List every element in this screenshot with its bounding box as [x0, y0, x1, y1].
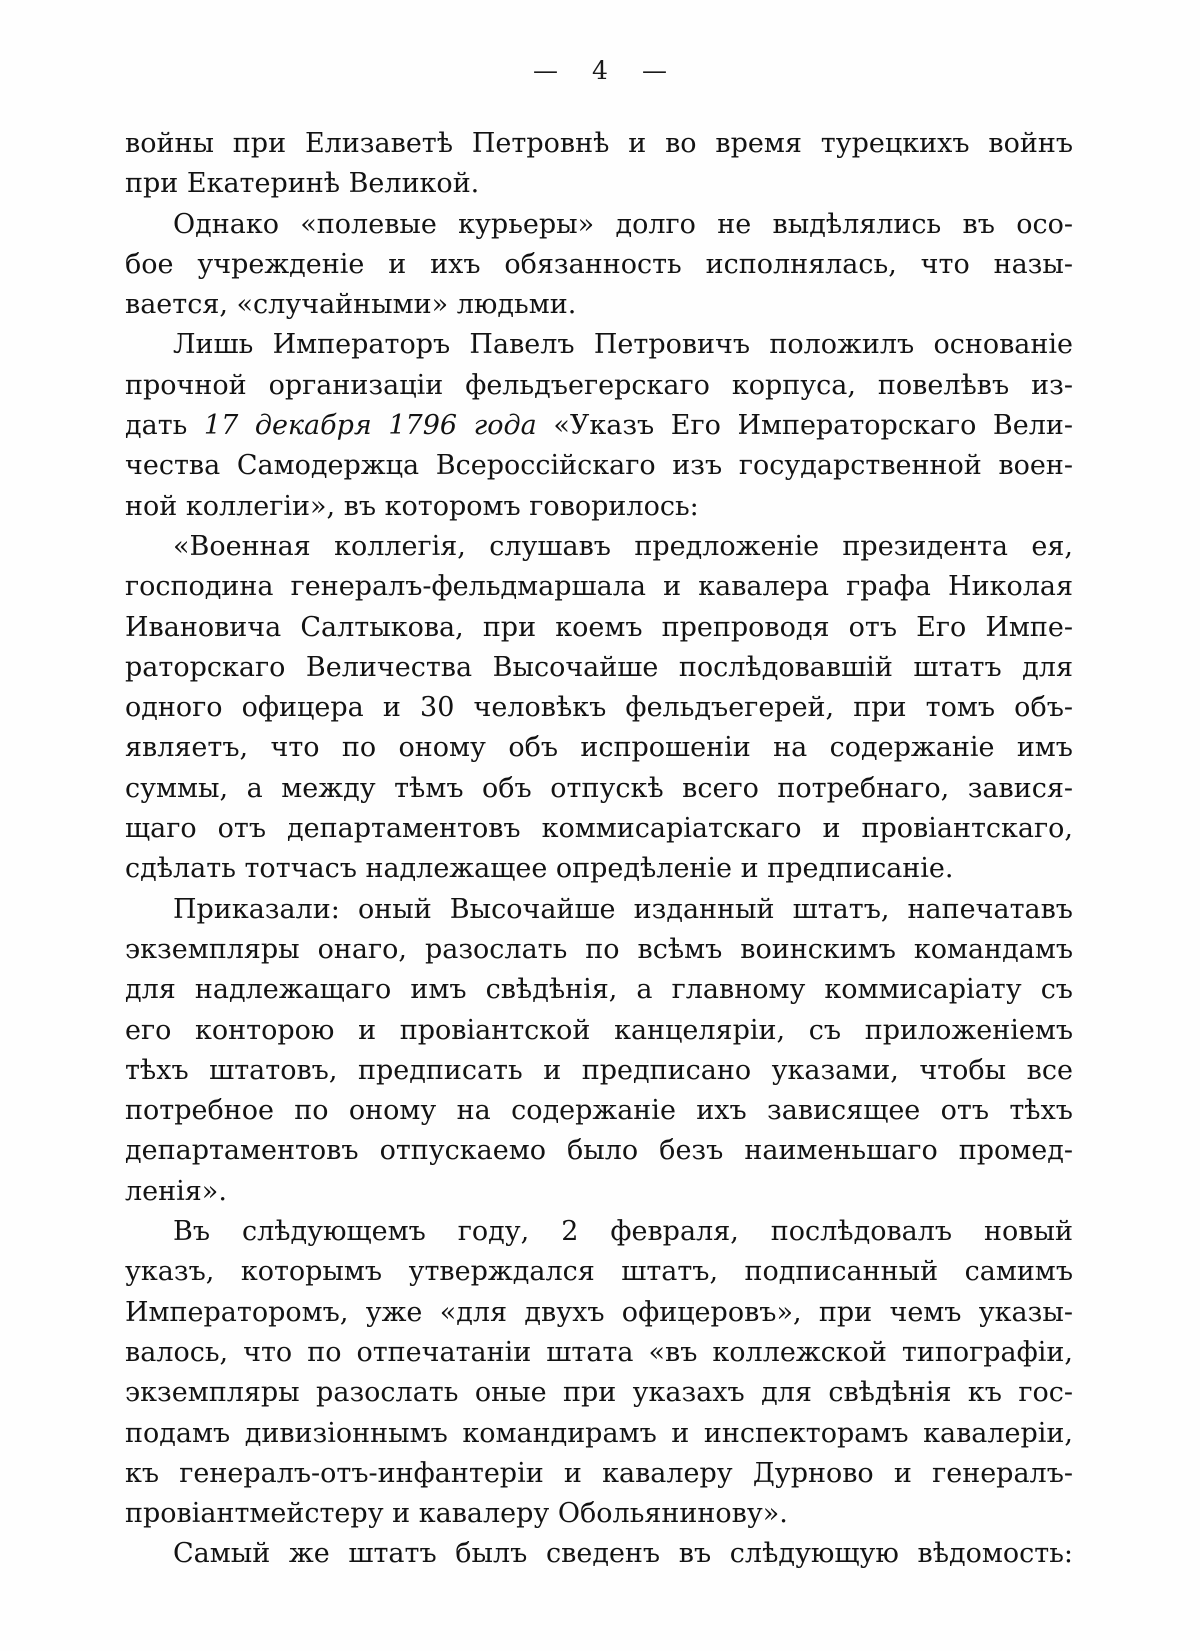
header-dash-right: —: [641, 56, 667, 85]
text-segment: экземпляры разослать оные при указахъ для свѣдѣнія къ гос-: [125, 1377, 1073, 1409]
text-line: [125, 406, 1073, 446]
text-line: [125, 769, 1073, 809]
text-line: [125, 1091, 1073, 1131]
text-line: [125, 446, 1073, 486]
text-line: [125, 728, 1073, 768]
text-segment: господина генералъ-фельдмаршала и кавалера графа Николая: [125, 571, 1073, 603]
text-line: [125, 1534, 1073, 1574]
text-segment: чества Самодержца Всероссійскаго изъ государственной воен-: [125, 450, 1073, 482]
paragraph: [125, 1534, 1073, 1574]
text-segment: провіантмейстеру и кавалеру Обольянинову».: [125, 1498, 788, 1530]
text-line: [125, 124, 1073, 164]
text-segment: сдѣлать тотчасъ надлежащее опредѣленіе и предписаніе.: [125, 853, 954, 885]
page-header: [0, 56, 1200, 85]
text-segment: ленія».: [125, 1175, 227, 1207]
text-line: [125, 648, 1073, 688]
text-segment: его конторою и провіантской канцеляріи, съ приложеніемъ: [125, 1014, 1073, 1046]
text-segment: Приказали: оный Высочайше изданный штатъ, напечатавъ: [173, 893, 1073, 925]
text-segment: щаго отъ департаментовъ коммисаріатскаго и провіантскаго,: [125, 813, 1073, 845]
text-line: [125, 608, 1073, 648]
paragraph: [125, 124, 1073, 205]
text-line: [125, 1051, 1073, 1091]
text-segment: Лишь Императоръ Павелъ Петровичъ положилъ основаніе: [173, 329, 1073, 361]
text-segment: валось, что по отпечатаніи штата «въ коллежской типографіи,: [125, 1336, 1073, 1368]
text-line: [125, 205, 1073, 245]
text-line: [125, 1212, 1073, 1252]
text-line: [125, 890, 1073, 930]
text-line: [125, 325, 1073, 365]
text-segment: прочной организаціи фельдъегерскаго корпуса, повелѣвъ из-: [125, 369, 1073, 401]
text-line: [125, 930, 1073, 970]
text-segment: къ генералъ-отъ-инфантеріи и кавалеру Дурново и генералъ-: [125, 1457, 1073, 1489]
text-segment: тѣхъ штатовъ, предписать и предписано указами, чтобы все: [125, 1054, 1073, 1086]
text-line: [125, 1011, 1073, 1051]
text-segment: «Указъ Его Императорскаго Вели-: [536, 410, 1073, 442]
text-segment: Ивановича Салтыкова, при коемъ препроводя отъ Его Импе-: [125, 611, 1073, 643]
text-segment: при Екатеринѣ Великой.: [125, 168, 480, 200]
text-segment: департаментовъ отпускаемо было безъ наименьшаго промед-: [125, 1135, 1073, 1167]
text-line: [125, 849, 1073, 889]
paragraph: [125, 325, 1073, 526]
text-segment: Въ слѣдующемъ году, 2 февраля, послѣдовалъ новый: [173, 1216, 1073, 1248]
text-line: [125, 1454, 1073, 1494]
text-line: [125, 1252, 1073, 1292]
italic-date: 17 декабря 1796 года: [203, 410, 537, 442]
text-line: [125, 1293, 1073, 1333]
text-segment: потребное по оному на содержаніе ихъ зависящее отъ тѣхъ: [125, 1095, 1073, 1127]
text-segment: «Военная коллегія, слушавъ предложеніе президента ея,: [173, 530, 1073, 562]
paragraph: [125, 1212, 1073, 1534]
text-line: [125, 1494, 1073, 1534]
text-segment: Однако «полевые курьеры» долго не выдѣлялись въ осо-: [173, 208, 1073, 240]
text-block: [125, 124, 1073, 1575]
text-segment: бое учрежденіе и ихъ обязанность исполнялась, что назы-: [125, 248, 1073, 280]
header-dash-left: —: [533, 56, 559, 85]
text-segment: подамъ дивизіоннымъ командирамъ и инспекторамъ кавалеріи,: [125, 1417, 1073, 1449]
text-segment: указъ, которымъ утверждался штатъ, подписанный самимъ: [125, 1256, 1073, 1288]
text-segment: экземпляры онаго, разослать по всѣмъ воинскимъ командамъ: [125, 933, 1073, 965]
paragraph: [125, 527, 1073, 890]
text-segment: войны при Елизаветѣ Петровнѣ и во время турецкихъ войнъ: [125, 128, 1073, 159]
text-segment: для надлежащаго имъ свѣдѣнія, а главному коммисаріату съ: [125, 974, 1073, 1006]
text-line: [125, 1373, 1073, 1413]
text-line: [125, 285, 1073, 325]
text-segment: являетъ, что по оному объ испрошеніи на содержаніе имъ: [125, 732, 1073, 764]
text-line: [125, 567, 1073, 607]
text-line: [125, 809, 1073, 849]
text-segment: одного офицера и 30 человѣкъ фельдъегерей, при томъ объ-: [125, 692, 1073, 724]
text-line: [125, 245, 1073, 285]
text-line: [125, 487, 1073, 527]
text-line: [125, 366, 1073, 406]
paragraph: [125, 890, 1073, 1212]
text-line: [125, 1172, 1073, 1212]
text-segment: Императоромъ, уже «для двухъ офицеровъ», при чемъ указы-: [125, 1296, 1073, 1328]
text-segment: суммы, а между тѣмъ объ отпускѣ всего потребнаго, завися-: [125, 772, 1073, 804]
text-segment: вается, «случайными» людьми.: [125, 289, 577, 321]
paragraph: [125, 205, 1073, 326]
text-line: [125, 164, 1073, 204]
text-segment: раторскаго Величества Высочайше послѣдовавшій штатъ для: [125, 651, 1073, 683]
text-segment: ной коллегіи», въ которомъ говорилось:: [125, 490, 699, 522]
text-line: [125, 1131, 1073, 1171]
text-line: [125, 1414, 1073, 1454]
page-number: 4: [592, 56, 608, 85]
text-segment: дать: [125, 410, 204, 442]
text-line: [125, 688, 1073, 728]
text-line: [125, 1333, 1073, 1373]
text-line: [125, 970, 1073, 1010]
text-segment: Самый же штатъ былъ сведенъ въ слѣдующую вѣдомость:: [173, 1538, 1073, 1570]
text-line: [125, 527, 1073, 567]
